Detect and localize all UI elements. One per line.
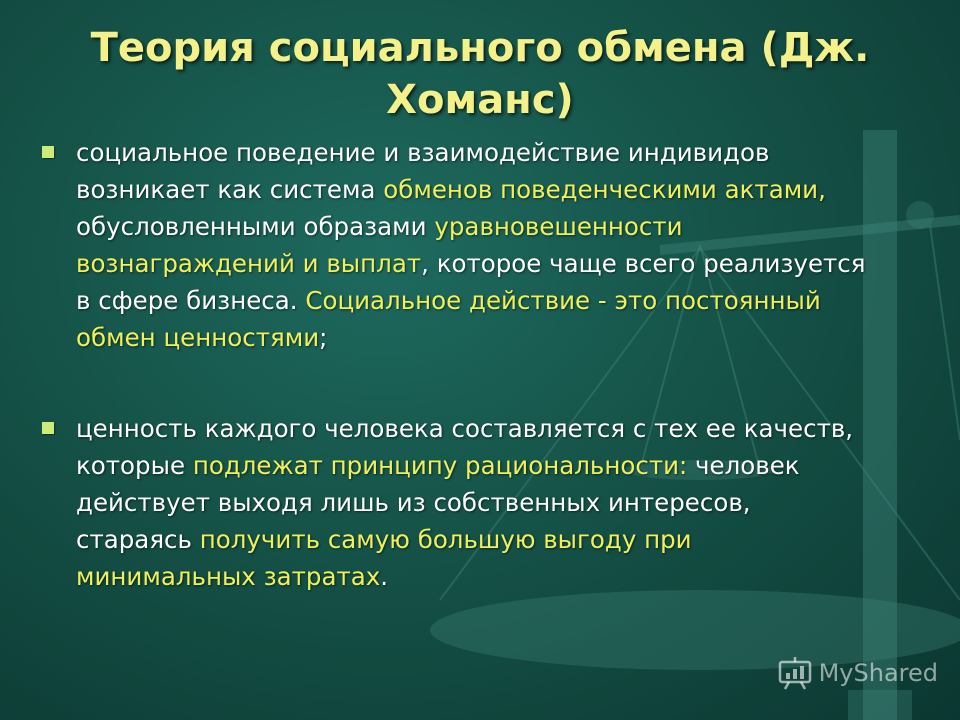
text-segment: .	[380, 562, 389, 591]
bullet-item	[40, 410, 870, 595]
text-segment: ;	[319, 323, 328, 352]
highlighted-segment: обменов поведенческими актами,	[383, 175, 826, 204]
text-segment: , которое чаще всего реализуется в сфере бизнеса.	[76, 249, 866, 315]
text-segment: ценность каждого человека составляется с тех ее качеств, которые	[76, 414, 854, 480]
highlighted-segment: уравновешенности вознаграждений и выплат	[76, 212, 683, 278]
highlighted-segment: подлежат принципу рациональности:	[192, 451, 688, 480]
bullet-item	[40, 134, 870, 356]
square-bullet-icon	[42, 422, 54, 434]
bullet-list	[40, 134, 870, 595]
slide-title: Теория социального обмена (Дж. Хоманс)	[90, 25, 870, 123]
text-segment: человек действует выходя лишь из собственных интересов, стараясь	[76, 451, 800, 554]
bullet-text	[76, 138, 866, 352]
highlighted-segment: получить самую большую выгоду при минимальных затратах	[76, 525, 692, 591]
highlighted-segment: Социальное действие - это постоянный обмен ценностями	[76, 286, 821, 352]
bullet-text	[76, 414, 853, 591]
watermark-text: MyShared	[818, 659, 938, 687]
watermark	[777, 656, 938, 690]
square-bullet-icon	[42, 146, 54, 158]
text-segment: обусловленными образами	[76, 212, 435, 241]
text-segment: социальное поведение и взаимодействие индивидов возникает как система	[76, 138, 770, 204]
presentation-icon	[777, 656, 813, 690]
